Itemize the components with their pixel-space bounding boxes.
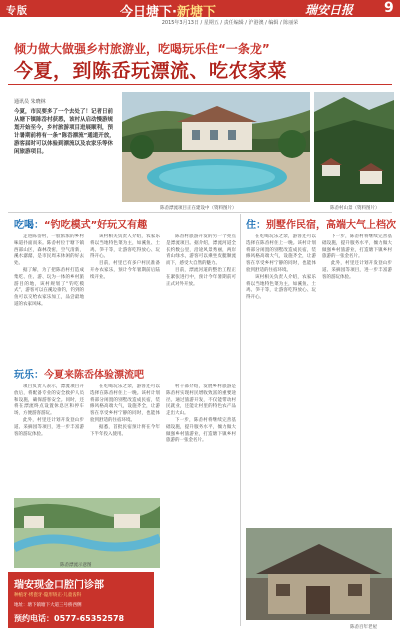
article-column-2 [90,234,160,362]
column-divider [240,214,241,626]
article-column-4 [14,384,84,496]
paragraph: 下一步，陈岙村将继续完善基础设施，提升服务水平，倾力做大做强乡村旅游业，打造塘下镇乡村旅游的一张金名片。 [322,234,392,260]
section-play-title: 今夏来陈岙体验漂流吧 [44,370,144,381]
corner-photo-caption: 陈岙百年老屋 [350,625,377,630]
paragraph: 下一步，陈岙村将继续完善基础设施，提升服务水平，倾力做大做强乡村旅游业，打造塘下镇乡村旅游的一张金名片。 [166,417,236,444]
paragraph: 目前，村里已有多户村民准备开办农家乐，预计今年暑期前后陆续开业。 [90,261,160,280]
paragraph: 此外，村里还计划开发登山步道、采摘园等项目，进一步丰富游客的游玩体验。 [322,261,392,280]
banner-sep: · [172,5,177,20]
section-label: 专版 [6,6,28,17]
main-headline: 今夏，到陈岙玩漂流、吃农家菜 [14,60,288,82]
paper-logo: 瑞安日报 [305,3,354,17]
bottom-photo-caption: 陈岙漂流示意图 [60,563,92,568]
lead-paragraph: 今夏，市民要多了一个去处了！记者日前从塘下镇陈岙村获悉，该村从启动慢游规划开始至今，乡村旅游项目进展顺利，预计暑期前将有一条“陈岙漂流”通道开放，游客届时可以体验到漂流以及农家乐等休闲旅游项目。 [14,109,115,155]
section-play-heading [14,366,144,381]
section-divider-top [8,212,392,213]
paragraph: 项目负责人表示，漂流项目开放后，将配备专业的安全救护人员和设施，确保游客安全。同时，还将在漂流终点设置休息区和停车场，方便游客游玩。 [14,384,84,417]
paragraph: 目前，漂流河道的整治工程正在紧张进行中，预计今年暑期前可正式对外开放。 [166,267,236,287]
paragraph: 在吃喝玩乐之余，游客还可以选择在陈岙村住上一晚。该村计划将部分闲置的别墅改造成民宿，装修风格高端大气，设施齐全，让游客在享受乡村宁静的同时，也能体验到舒适的住宿环境。 [90,384,160,423]
ad-address: 地址：塘下镇塘下大道三号桥西侧 [14,603,82,608]
byline: 通讯员 朱晓林 [14,99,46,105]
section-eat-heading [14,216,147,231]
banner-part1: 今日塘下 [120,5,173,20]
masthead-bar [0,0,400,20]
dateline: 2015年3月13日 / 星期五 / 责任编辑 / 沪港澳 / 编辑 / 陈丽荣 [161,20,299,26]
section-live-heading [246,216,396,231]
section-play-label: 玩乐： [14,370,44,381]
right-photo [314,92,394,202]
ad-phone: 预约电话：0577-65352578 [14,614,125,623]
paragraph: 此外，村里还计划开发登山步道、采摘园等项目，进一步丰富游客的游玩体验。 [14,417,84,437]
paragraph: 走进陈岙村，一股浓浓的乡村味道扑面而来。陈岙村位于塘下镇西部山区，森林茂密，空气清新，溪水潺潺，是市民周末休闲的好去处。 [14,234,84,267]
headline-rule [8,84,392,85]
clinic-advertisement [8,572,154,628]
paragraph: 据了解，为了把陈岙村打造成集吃、住、游、玩为一体的乡村旅游目的地，该村规划了“钓吃模式”，游客可以在溪边垂钓，钓到的鱼可以交给农家乐加工，品尝最地道的农家风味。 [14,267,84,307]
rafting-illustration [14,498,160,568]
page-banner [120,1,216,20]
bottom-photo [14,498,160,568]
page-number: 9 [384,0,394,16]
paragraph: 该村相关负责人介绍，农家乐将以当地特色菜为主，如溪鱼、土鸡、笋干等，让游客吃得放心、玩得开心。 [90,234,160,260]
main-photo-caption: 陈岙漂流项目正在建设中（资料图片） [160,206,237,211]
article-column-7 [246,234,316,524]
banner-part2: 新塘下 [176,5,216,20]
kicker-headline: 倾力做大做强乡村旅游业，吃喝玩乐住“一条龙” [14,42,270,56]
section-eat-label: 吃喝： [14,220,44,231]
paragraph: 陈岙村旅游开发的另一个亮点是漂流项目。据介绍，漂流河道全长约数公里，沿途风景秀丽，两岸青山绿水，游客可以乘坐皮艇顺流而下，感受大自然的魅力。 [166,234,236,267]
right-photo-caption: 陈岙村山景（资料图片） [330,206,380,211]
article-column-8 [322,234,392,524]
paragraph: 据悉，首批民宿预计将在今年下半年投入使用。 [90,424,160,437]
paragraph: 在吃喝玩乐之余，游客还可以选择在陈岙村住上一晚。该村计划将部分闲置的别墅改造成民宿，装修风格高端大气，设施齐全，让游客在享受乡村宁静的同时，也能体验到舒适的住宿环境。 [246,234,316,273]
paragraph: 村干部介绍，发展乡村旅游是陈岙村实现村民增收致富的重要途径。通过旅游开发，不仅能带动村民就业，还能让村里的特色农产品走出大山。 [166,384,236,417]
ad-title: 瑞安现金口腔门诊部 [14,580,104,591]
article-column-6 [166,384,236,572]
section-live-title: 别墅作民宿，高端大气上档次 [266,220,396,231]
section-live-label: 住： [246,220,266,231]
article-column-1 [14,234,84,362]
corner-photo [246,528,392,620]
valley-illustration [314,92,394,202]
article-column-3 [166,234,236,362]
pool-resort-illustration [122,92,310,202]
main-photo [122,92,310,202]
paragraph: 该村相关负责人介绍，农家乐将以当地特色菜为主，如溪鱼、土鸡、笋干等，让游客吃得放心、玩得开心。 [246,274,316,301]
article-column-5 [90,384,160,496]
section-eat-title: “钓吃模式”好玩又有趣 [44,220,148,231]
old-house-illustration [246,528,392,620]
ad-services: 种植牙·烤瓷牙·隐形矫正·儿童齿科 [14,593,82,598]
